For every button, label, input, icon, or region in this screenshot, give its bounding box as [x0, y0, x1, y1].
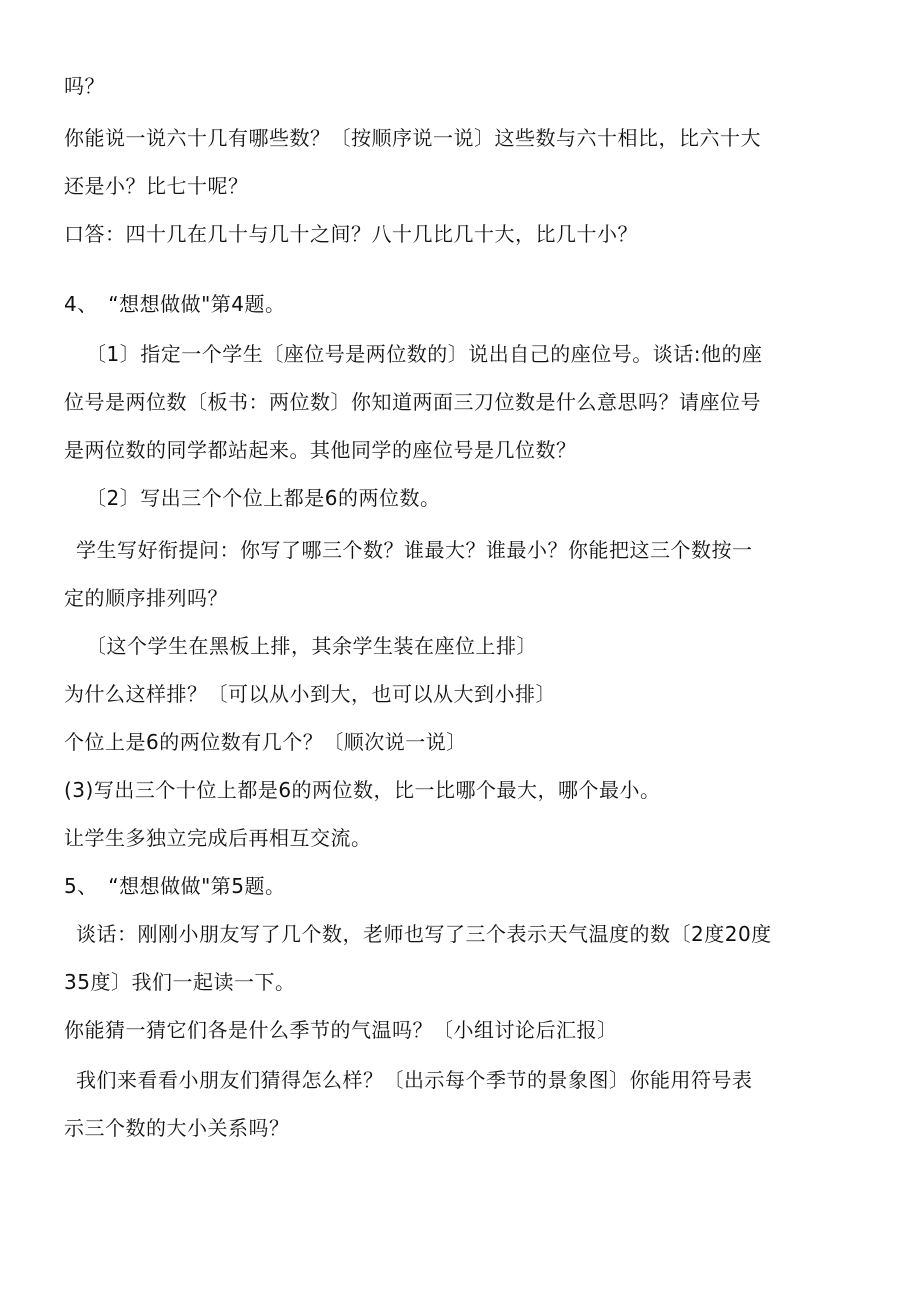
text-line: 定的顺序排列吗？: [64, 586, 228, 610]
text-line: 我们来看看小朋友们猜得怎么样？〔出示每个季节的景象图〕你能用符号表: [76, 1068, 753, 1092]
text-line: 让学生多独立完成后再相互交流。: [64, 826, 372, 850]
text-line: (3)写出三个十位上都是6的两位数，比一比哪个最大，哪个最小。: [64, 778, 661, 802]
text-line: 谈话：刚刚小朋友写了几个数，老师也写了三个表示天气温度的数〔2度20度: [76, 922, 772, 946]
text-line: 还是小？比七十呢？: [64, 174, 249, 198]
text-line: 学生写好衔提问：你写了哪三个数？谁最大？谁最小？你能把这三个数按一: [76, 538, 753, 562]
text-line: 〔这个学生在黑板上排，其余学生装在座位上排〕: [86, 634, 537, 658]
text-line: 示三个数的大小关系吗？: [64, 1116, 290, 1140]
text-line: 为什么这样排？〔可以从小到大，也可以从大到小排〕: [64, 682, 556, 706]
section-heading: 5、 “想想做做"第5题。: [64, 874, 286, 898]
text-line: 你能说一说六十几有哪些数？〔按顺序说一说〕这些数与六十相比，比六十大: [64, 126, 761, 150]
text-line: 你能猜一猜它们各是什么季节的气温吗？〔小组讨论后汇报〕: [64, 1018, 618, 1042]
text-line: 个位上是6的两位数有几个？〔顺次说一说〕: [64, 730, 467, 754]
text-line: 〔1〕指定一个学生〔座位号是两位数的〕说出自己的座位号。谈话:他的座: [86, 342, 763, 366]
section-heading: 4、 “想想做做"第4题。: [64, 292, 286, 316]
text-line: 位号是两位数〔板书：两位数〕你知道两面三刀位数是什么意思吗？请座位号: [64, 390, 761, 414]
text-line: 口答：四十几在几十与几十之间？八十几比几十大，比几十小？: [64, 222, 638, 246]
text-line: 〔2〕写出三个个位上都是6的两位数。: [86, 486, 441, 510]
text-line: 吗？: [64, 74, 105, 98]
text-line: 是两位数的同学都站起来。其他同学的座位号是几位数？: [64, 438, 577, 462]
text-line: 35度〕我们一起读一下。: [64, 970, 296, 994]
